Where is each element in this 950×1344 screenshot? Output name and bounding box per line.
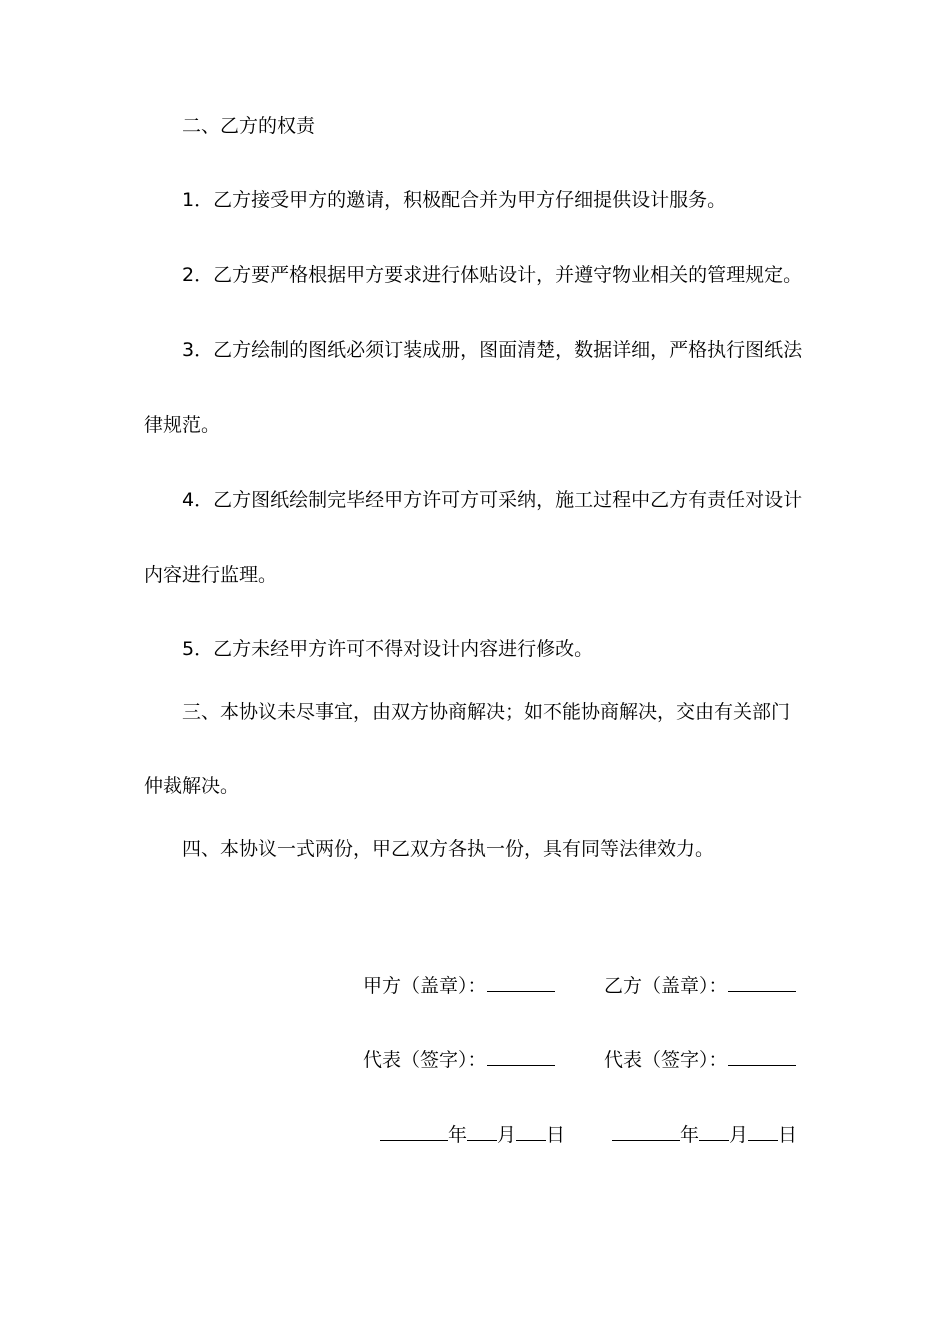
date-a-year-blank[interactable] bbox=[380, 1122, 448, 1141]
item4-line1: 4．乙方图纸绘制完毕经甲方许可方可采纳，施工过程中乙方有责任对设计 bbox=[182, 489, 803, 511]
date-b-row bbox=[612, 1122, 797, 1147]
rep-b-row bbox=[604, 1047, 796, 1072]
date-b-day-blank[interactable] bbox=[748, 1122, 778, 1141]
section3-line2: 仲裁解决。 bbox=[144, 775, 240, 797]
date-a-month-blank[interactable] bbox=[467, 1122, 497, 1141]
rep-a-row bbox=[363, 1047, 555, 1072]
section2-title: 二、乙方的权责 bbox=[182, 115, 316, 137]
party-a-seal-blank[interactable] bbox=[487, 973, 555, 992]
party-a-seal-row bbox=[363, 973, 555, 998]
party-b-seal-blank[interactable] bbox=[728, 973, 796, 992]
date-a-day-blank[interactable] bbox=[516, 1122, 546, 1141]
party-b-seal-label: 乙方（盖章）： bbox=[604, 975, 728, 997]
date-b-month-blank[interactable] bbox=[699, 1122, 729, 1141]
rep-a-label: 代表（签字）： bbox=[363, 1049, 487, 1071]
section4: 四、本协议一式两份，甲乙双方各执一份，具有同等法律效力。 bbox=[182, 838, 715, 860]
item4-line2: 内容进行监理。 bbox=[144, 564, 278, 586]
date-b-year-label: 年 bbox=[680, 1124, 700, 1146]
date-b-day-label: 日 bbox=[778, 1124, 798, 1146]
item3-line2: 律规范。 bbox=[144, 414, 221, 436]
party-a-seal-label: 甲方（盖章）： bbox=[363, 975, 487, 997]
date-b-year-blank[interactable] bbox=[612, 1122, 680, 1141]
rep-a-blank[interactable] bbox=[487, 1047, 555, 1066]
date-b-month-label: 月 bbox=[729, 1124, 749, 1146]
item5: 5．乙方未经甲方许可不得对设计内容进行修改。 bbox=[182, 638, 594, 660]
rep-b-label: 代表（签字）： bbox=[604, 1049, 728, 1071]
party-b-seal-row bbox=[604, 973, 796, 998]
item1: 1．乙方接受甲方的邀请，积极配合并为甲方仔细提供设计服务。 bbox=[182, 189, 727, 211]
date-a-year-label: 年 bbox=[448, 1124, 468, 1146]
date-a-row bbox=[380, 1122, 565, 1147]
date-a-month-label: 月 bbox=[497, 1124, 517, 1146]
section3-line1: 三、本协议未尽事宜，由双方协商解决；如不能协商解决，交由有关部门 bbox=[182, 701, 791, 723]
rep-b-blank[interactable] bbox=[728, 1047, 796, 1066]
date-a-day-label: 日 bbox=[546, 1124, 566, 1146]
item3-line1: 3．乙方绘制的图纸必须订装成册，图面清楚，数据详细，严格执行图纸法 bbox=[182, 339, 803, 361]
item2: 2．乙方要严格根据甲方要求进行体贴设计，并遵守物业相关的管理规定。 bbox=[182, 264, 803, 286]
